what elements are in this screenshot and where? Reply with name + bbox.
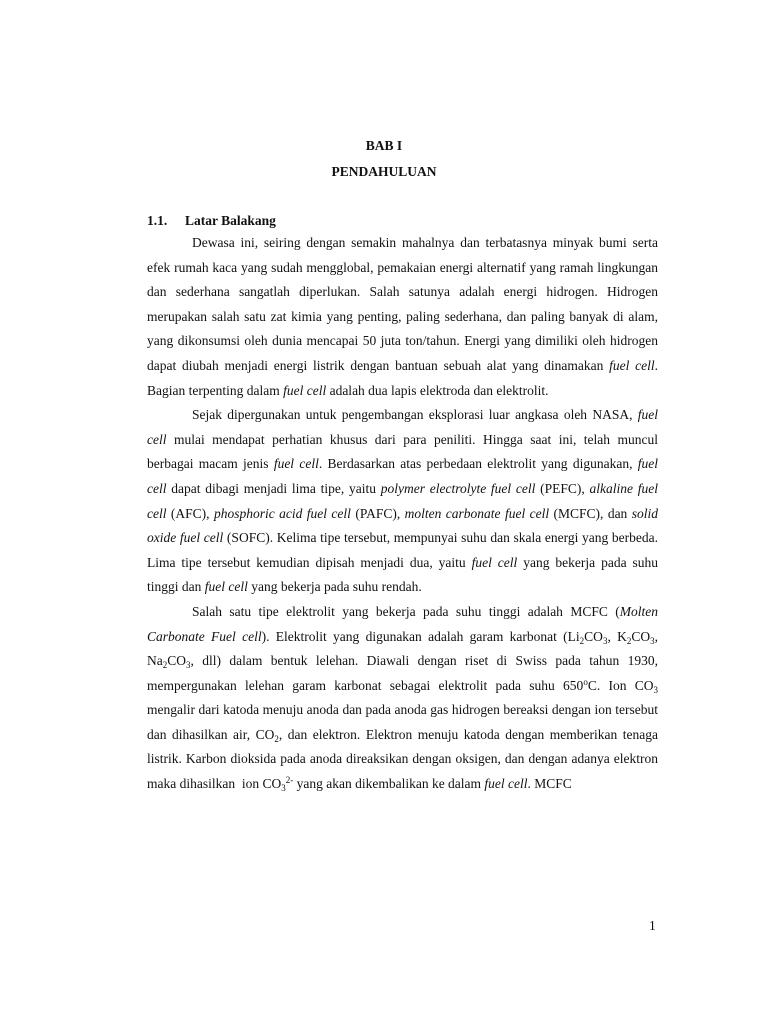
chapter-title: PENDAHULUAN bbox=[331, 164, 437, 179]
body-text bbox=[147, 231, 658, 797]
paragraph-3: Salah satu tipe elektrolit yang bekerja pada suhu tinggi adalah MCFC (Molten Carbonate Fuel cell). Elektrolit yang digunakan adalah garam karbonat ($Li_2CO_3$, $K_2CO_3$, $Na_2CO_3$, dll) dalam bentuk lelehan. Diawali dengan riset di Swiss pada tahun 1930, mempergunakan lelehan garam karbonat sebagai elektrolit pada suhu 650$^o$C. Ion $CO_3$ mengalir dari katoda menuju anoda dan pada anoda gas hidrogen bereaksi dengan ion tersebut dan dihasilkan air, $CO_2$, dan elektron. Elektron menuju katoda dengan memberikan tenaga listrik. Karbon dioksida pada anoda direaksikan dengan oksigen, dan dengan adanya elektron maka dihasilkan ion $CO_3^{2-}$ yang akan dikembalikan ke dalam fuel cell. MCFC bbox=[147, 603, 658, 794]
paragraph-1: Dewasa ini, seiring dengan semakin mahalnya dan terbatasnya minyak bumi serta efek rumah kaca yang sudah mengglobal, pemakaian energi alternatif yang ramah lingkungan dan sederhana sangatlah diperlukan. Salah satunya adalah energi hidrogen. Hidrogen merupakan salah satu zat kimia yang penting, paling sederhana, dan paling banyak di alam, yang dikonsumsi oleh dunia mencapai 50 juta ton/tahun. Energi yang dimiliki oleh hidrogen dapat diubah menjadi energi listrik dengan bantuan sebuah alat yang dinamakan fuel cell. Bagian terpenting dalam fuel cell adalah dua lapis elektroda dan elektrolit. bbox=[147, 235, 658, 398]
paragraph-2: Sejak dipergunakan untuk pengembangan eksplorasi luar angkasa oleh NASA, fuel cell mulai mendapat perhatian khusus dari para peniliti. Hingga saat ini, telah muncul berbagai macam jenis fuel cell. Berdasarkan atas perbedaan elektrolit yang digunakan, fuel cell dapat dibagi menjadi lima tipe, yaitu polymer electrolyte fuel cell (PEFC), alkaline fuel cell (AFC), phosphoric acid fuel cell (PAFC), molten carbonate fuel cell (MCFC), dan solid oxide fuel cell (SOFC). Kelima tipe tersebut, mempunyai suhu dan skala energi yang berbeda. Lima tipe tersebut kemudian dipisah menjadi dua, yaitu fuel cell yang bekerja pada suhu tinggi dan fuel cell yang bekerja pada suhu rendah. bbox=[147, 407, 659, 595]
section-title: Latar Balakang bbox=[185, 213, 276, 228]
section-heading bbox=[147, 213, 276, 229]
chapter-number: BAB I bbox=[365, 138, 403, 153]
section-number: 1.1. bbox=[147, 213, 168, 228]
page-number: 1 bbox=[649, 918, 656, 933]
